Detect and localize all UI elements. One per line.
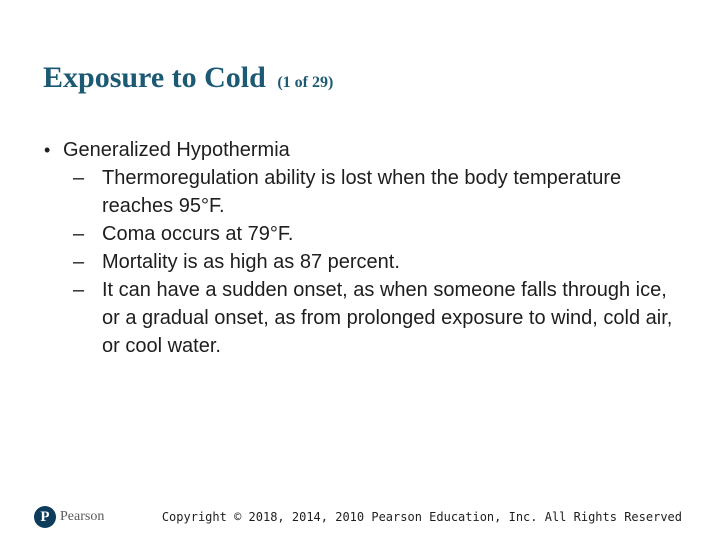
subbullet-item	[43, 164, 683, 220]
bullet-dot-icon: •	[44, 140, 51, 160]
slide-title	[43, 58, 333, 103]
subbullet-text: It can have a sudden onset, as when someone falls through ice, or a gradual onset, as from prolonged exposure to wind, cold air, or cool water.	[102, 279, 673, 357]
subbullet-text: Mortality is as high as 87 percent.	[102, 251, 400, 273]
dash-icon: –	[73, 167, 85, 189]
slide-content	[43, 136, 683, 360]
subbullet-text: Coma occurs at 79°F.	[102, 223, 294, 245]
slide-title-text: Exposure to Cold	[43, 61, 266, 94]
pearson-logo-text: Pearson	[60, 509, 105, 524]
dash-icon: –	[73, 279, 85, 301]
pearson-logo	[34, 505, 104, 529]
subbullet-item	[43, 248, 683, 276]
subbullet-item	[43, 276, 683, 360]
subbullet-item	[43, 220, 683, 248]
dash-icon: –	[73, 223, 85, 245]
bullet-item	[43, 136, 683, 164]
pearson-logo-icon: P	[34, 506, 56, 528]
copyright-notice: Copyright © 2018, 2014, 2010 Pearson Education, Inc. All Rights Reserved	[161, 510, 682, 524]
dash-icon: –	[73, 251, 85, 273]
subbullet-list	[43, 164, 683, 360]
slide-counter: (1 of 29)	[277, 74, 334, 91]
subbullet-text: Thermoregulation ability is lost when the body temperature reaches 95°F.	[102, 167, 622, 217]
bullet-text: Generalized Hypothermia	[63, 139, 290, 161]
